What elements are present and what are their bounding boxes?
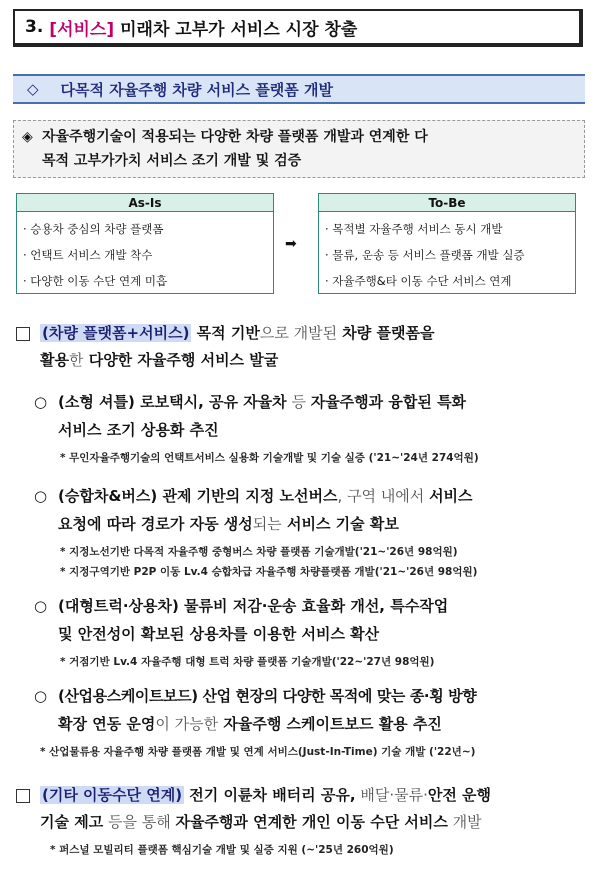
item2-line1-a: (승합차&버스) 관제 기반의 지정 노선버스 <box>58 487 338 505</box>
tobe-item: · 물류, 운송 등 서비스 플랫폼 개발 실증 <box>325 248 525 262</box>
circle-bullet-icon: ○ <box>34 687 48 705</box>
item1-line1-b: 등 <box>286 393 311 411</box>
block2-line2-a: 기술 제고 <box>40 813 104 831</box>
item2-line2-c: 서비스 기술 확보 <box>281 515 399 533</box>
subheading-bar <box>13 74 585 104</box>
item4-note: * 산업물류용 자율주행 차량 플랫폼 개발 및 연계 서비스(Just-In-Time) 기술 개발 ('22년~) <box>40 746 476 758</box>
item2-line1-b: , 구역 내에서 <box>337 487 430 505</box>
block1-line1-b: 으로 개발된 <box>259 324 338 342</box>
asis-item: · 승용차 중심의 차량 플랫폼 <box>23 222 164 236</box>
item1-line1-c: 자율주행과 융합된 특화 <box>310 393 467 411</box>
item-skateboard <box>0 682 600 762</box>
item1-line1-a: (소형 셔틀) 로보택시, 공유 자율차 <box>58 393 287 411</box>
item1-note: * 무인자율주행기술의 언택트서비스 실용화 기술개발 및 기술 실증 ('21~'24년 274억원) <box>60 452 479 464</box>
block1-line2-a: 활용 <box>40 351 69 369</box>
block-vehicle-platform <box>0 320 600 374</box>
block2-line2-d: 개발 <box>447 813 482 831</box>
block1-line2-c: 다양한 자율주행 서비스 발굴 <box>83 351 279 369</box>
block2-line1-a: 전기 이륜차 배터리 공유, <box>184 786 356 804</box>
tobe-header: To-Be <box>319 194 575 212</box>
summary-box <box>13 120 585 178</box>
right-arrow-icon: ➡ <box>285 236 297 252</box>
item4-line2-c: 자율주행 스케이트보드 활용 추진 <box>218 715 442 733</box>
circle-bullet-icon: ○ <box>34 487 48 505</box>
subheading-text: 다목적 자율주행 차량 서비스 플랫폼 개발 <box>60 80 333 99</box>
block-other-mobility <box>0 782 600 860</box>
block2-line1-c: 안전 운행 <box>427 786 492 804</box>
block1-line1-c: 차량 플랫폼을 <box>337 324 435 342</box>
tobe-item: · 목적별 자율주행 서비스 동시 개발 <box>325 222 503 236</box>
item2-line2-b: 되는 <box>252 515 282 533</box>
circle-bullet-icon: ○ <box>34 597 48 615</box>
asis-item: · 언택트 서비스 개발 착수 <box>23 248 153 262</box>
tobe-item: · 자율주행&타 이동 수단 서비스 연계 <box>325 274 512 288</box>
title-text: 미래차 고부가 서비스 시장 창출 <box>120 19 358 40</box>
checkbox-square-icon <box>16 327 30 341</box>
circle-bullet-icon: ○ <box>34 393 48 411</box>
block2-line1-b: 배달·물류· <box>355 786 428 804</box>
block2-line2-b: 등을 통해 <box>103 813 176 831</box>
section-title <box>13 9 583 47</box>
block2-line2-c: 자율주행과 연계한 개인 이동 수단 서비스 <box>175 813 448 831</box>
asis-box <box>16 193 274 294</box>
item4-line2-b: 이 가능한 <box>155 715 219 733</box>
title-number: 3. <box>25 17 44 37</box>
item3-line1: (대형트럭·상용차) 물류비 저감·운송 효율화 개선, 특수작업 <box>58 597 449 615</box>
item3-line2: 및 안전성이 확보된 상용차를 이용한 서비스 확산 <box>58 625 380 643</box>
item-heavy-truck <box>0 592 600 672</box>
item2-line1-c: 서비스 <box>429 487 473 505</box>
block2-tag: (기타 이동수단 연계) <box>42 786 183 804</box>
asis-header: As-Is <box>17 194 273 212</box>
item-van-bus <box>0 482 600 582</box>
block1-line2-b: 한 <box>68 351 84 369</box>
block2-note: * 퍼스널 모빌리티 플랫폼 핵심기술 개발 및 실증 지원 (~'25년 260억원) <box>50 844 394 856</box>
item1-line2: 서비스 조기 상용화 추진 <box>58 421 219 439</box>
title-tag: [서비스] <box>49 19 115 40</box>
item2-line2-a: 요청에 따라 경로가 자동 생성 <box>58 515 253 533</box>
block1-tag: (차량 플랫폼+서비스) <box>42 324 190 342</box>
block1-line1-a: 목적 기반 <box>191 324 260 342</box>
summary-line-1: 자율주행기술이 적용되는 다양한 차량 플랫폼 개발과 연계한 다 <box>42 129 428 145</box>
tobe-box <box>318 193 576 294</box>
item4-line2-a: 확장 연동 운영 <box>58 715 156 733</box>
item2-note-2: * 지정구역기반 P2P 이동 Lv.4 승합차급 자율주행 차량플랫폼 개발('21~'26년 98억원) <box>60 566 478 578</box>
item3-note: * 거점기반 Lv.4 자율주행 대형 트럭 차량 플랫폼 기술개발('22~'27년 98억원) <box>60 656 435 668</box>
diamond-icon: ◇ <box>27 80 39 98</box>
summary-line-2: 목적 고부가가치 서비스 조기 개발 및 검증 <box>42 153 302 169</box>
item-small-shuttle <box>0 388 600 468</box>
item2-note-1: * 지정노선기반 다목적 자율주행 중형버스 차량 플랫폼 기술개발('21~'26년 98억원) <box>60 546 458 558</box>
diamond-bullet-icon: ◈ <box>22 129 33 145</box>
checkbox-square-icon <box>16 789 30 803</box>
item4-line1: (산업용스케이트보드) 산업 현장의 다양한 목적에 맞는 종·횡 방향 <box>58 687 477 705</box>
asis-item: · 다양한 이동 수단 연계 미흡 <box>23 274 168 288</box>
